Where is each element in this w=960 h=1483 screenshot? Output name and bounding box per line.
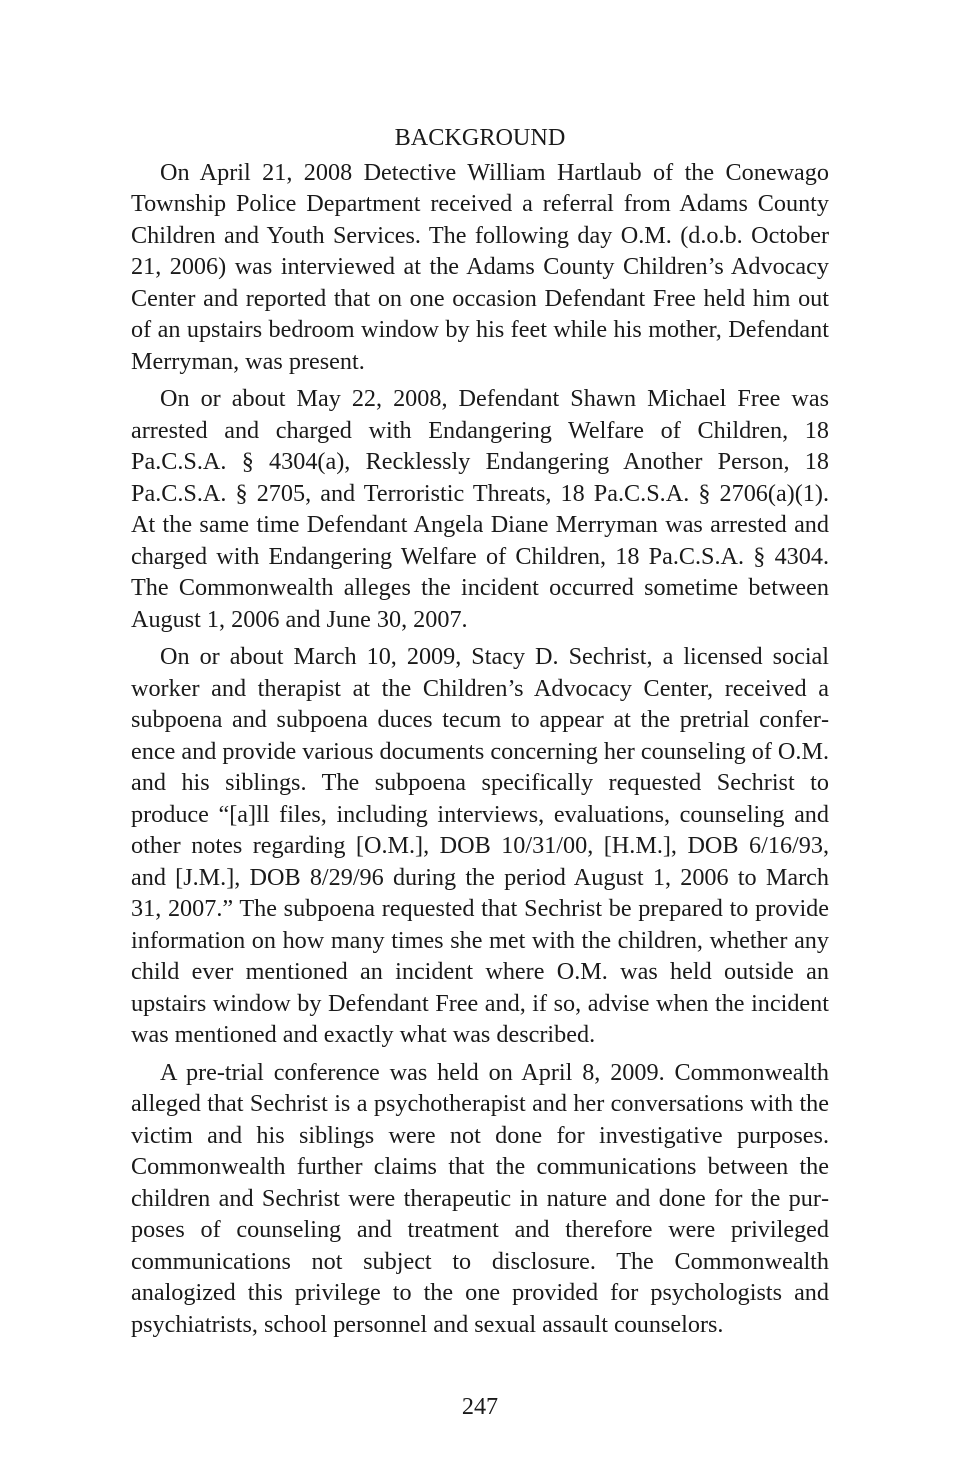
paragraph-subpoena: On or about March 10, 2009, Stacy D. Sechrist, a licensed social worker and therapist at the Children’s Advocacy Center, received a subpoena and subpoena duces tecum to appear at the pretrial conference and provide various documents concerning her counseling of O.M. and his siblings. The subpoena specifically requested Sechrist to produce “[a]ll files, including interviews, evaluations, counseling and other notes regarding [O.M.], DOB 10/31/00, [H.M.], DOB 6/16/93, and [J.M.], DOB 8/29/96 during the period August 1, 2006 to March 31, 2007.” The subpoena requested that Sechrist be prepared to provide information on how many times she met with the children, whether any child ever mentioned an incident where O.M. was held outside an upstairs window by Defendant Free and, if so, advise when the incident was mentioned and exactly what was described. (131, 643, 829, 1048)
page-number: 247 (461, 1393, 499, 1420)
document-body (131, 122, 829, 1346)
paragraph-charges: On or about May 22, 2008, Defendant Shawn Michael Free was arrested and charged with Endangering Welfare of Children, 18 Pa.C.S.A. § 4304(a), Recklessly Endangering Another Person, 18 Pa.C.S.A. § 2705, and Terroristic Threats, 18 Pa.C.S.A. § 2706(a)(1). At the same time Defendant Angela Diane Merryman was arrested and charged with Endangering Welfare of Children, 18 Pa.C.S.A. § 4304. The Commonwealth alleges the incident occurred sometime between August 1, 2006 and June 30, 2007. (131, 385, 829, 633)
paragraph-pretrial-conference: A pre-trial conference was held on April 8, 2009. Commonwealth alleged that Sechrist is a psychotherapist and her conversations with the victim and his siblings were not done for investigative purposes. Commonwealth further claims that the communications between the children and Sechrist were therapeutic in nature and done for the purposes of counseling and treatment and therefore were privileged communications not subject to disclosure. The Commonwealth analogized this privilege to the one provided for psychologists and psychiatrists, school personnel and sexual assault counselors. (131, 1058, 829, 1338)
section-heading: BACKGROUND (394, 124, 566, 151)
paragraph-referral: On April 21, 2008 Detective William Hartlaub of the Conewago Township Police Department received a referral from Adams County Children and Youth Services. The following day O.M. (d.o.b. October 21, 2006) was interviewed at the Adams County Children’s Advocacy Center and reported that on one occasion Defendant Free held him out of an upstairs bedroom window by his feet while his mother, Defendant Merryman, was present. (131, 158, 829, 375)
